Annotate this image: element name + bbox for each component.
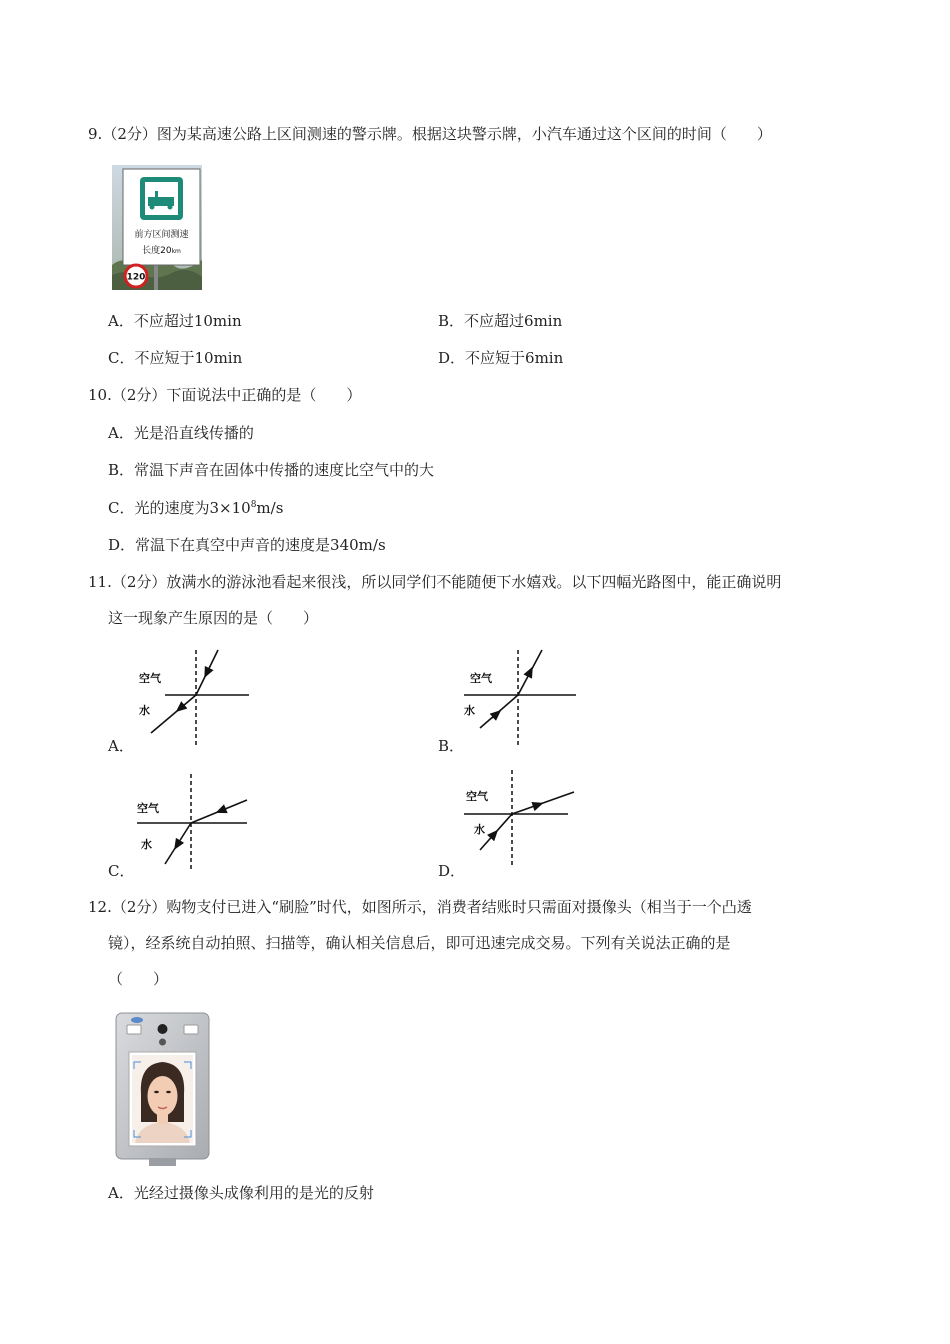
option-10-b[interactable] (108, 460, 434, 480)
question-10-stem (88, 385, 361, 405)
question-text: （ ） (108, 970, 169, 988)
ray-diagram-b (462, 648, 582, 748)
option-10-d[interactable] (108, 535, 386, 555)
option-text: 不应短于6min (465, 349, 564, 367)
option-text: 常温下在真空中声音的速度是340m/s (135, 536, 386, 554)
sign-line-2: 长度20 (142, 246, 172, 256)
question-12-stem-line-1 (88, 897, 752, 917)
option-text: 光的速度为3×10 (134, 499, 251, 517)
face-payment-terminal-photo (115, 1012, 210, 1167)
option-text: 不应短于10min (134, 349, 243, 367)
option-11-b[interactable] (438, 736, 464, 756)
question-text: （2分）放满水的游泳池看起来很浅，所以同学们不能随便下水嬉戏。以下四幅光路图中，能正确说明 (111, 573, 782, 591)
question-text: （2分）图为某高速公路上区间测速的警示牌。根据这块警示牌，小汽车通过这个区间的时间（ ） (102, 125, 772, 143)
ray-diagram-d (462, 768, 582, 868)
exponent: 8 (250, 500, 257, 510)
option-label: C． (108, 349, 135, 367)
question-number: 10. (88, 386, 112, 404)
question-11-stem-line-2 (108, 608, 318, 628)
water-label: 水 (474, 823, 485, 836)
option-11-c[interactable] (108, 861, 134, 881)
option-label: A． (108, 1184, 134, 1202)
water-label: 水 (141, 838, 152, 851)
option-text: 光经过摄像头成像利用的是光的反射 (133, 1184, 374, 1202)
question-text: （2分）购物支付已进入“刷脸”时代，如图所示，消费者结账时只需面对摄像头（相当于一个凸透 (111, 898, 752, 916)
option-label: D． (438, 862, 466, 880)
speed-sign-photo (112, 165, 202, 290)
option-10-c[interactable] (108, 498, 283, 518)
option-9-a[interactable] (108, 311, 242, 331)
option-label: C． (108, 499, 135, 517)
question-12-stem-line-2 (108, 933, 731, 953)
sign-line-1: 前方区间测速 (134, 230, 189, 240)
air-label: 空气 (139, 672, 161, 685)
air-label: 空气 (466, 790, 488, 803)
ray-diagram-a (135, 648, 255, 748)
option-text: 不应超过10min (133, 312, 242, 330)
option-9-d[interactable] (438, 348, 563, 368)
option-12-a[interactable] (108, 1183, 374, 1203)
sign-unit: km (171, 248, 181, 255)
option-unit: m/s (256, 499, 284, 517)
option-text: 不应超过6min (464, 312, 563, 330)
option-label: D． (438, 349, 466, 367)
question-11-stem-line-1 (88, 572, 781, 592)
air-label: 空气 (137, 802, 159, 815)
option-label: A． (108, 312, 134, 330)
question-12-stem-line-3 (108, 969, 168, 989)
question-text: 这一现象产生原因的是（ ） (108, 609, 319, 627)
option-11-d[interactable] (438, 861, 465, 881)
ray-diagram-c (135, 772, 255, 872)
option-label: A． (108, 737, 134, 755)
speed-limit-value: 120 (126, 272, 146, 283)
option-9-c[interactable] (108, 348, 242, 368)
option-text: 光是沿直线传播的 (133, 424, 254, 442)
water-label: 水 (464, 704, 475, 717)
option-label: B． (108, 461, 135, 479)
option-11-a[interactable] (108, 736, 134, 756)
option-label: B． (438, 312, 465, 330)
option-label: A． (108, 424, 134, 442)
question-text: 镜），经系统自动拍照、扫描等，确认相关信息后，即可迅速完成交易。下列有关说法正确的是 (108, 934, 731, 952)
option-label: C． (108, 862, 135, 880)
question-9-stem (88, 124, 772, 144)
option-text: 常温下声音在固体中传播的速度比空气中的大 (134, 461, 435, 479)
question-number: 11. (88, 573, 112, 591)
option-9-b[interactable] (438, 311, 562, 331)
question-number: 12. (88, 898, 112, 916)
option-label: D． (108, 536, 136, 554)
option-10-a[interactable] (108, 423, 254, 443)
option-label: B． (438, 737, 465, 755)
air-label: 空气 (470, 672, 492, 685)
question-number: 9. (88, 125, 103, 143)
question-text: （2分）下面说法中正确的是（ ） (111, 386, 362, 404)
water-label: 水 (139, 704, 150, 717)
